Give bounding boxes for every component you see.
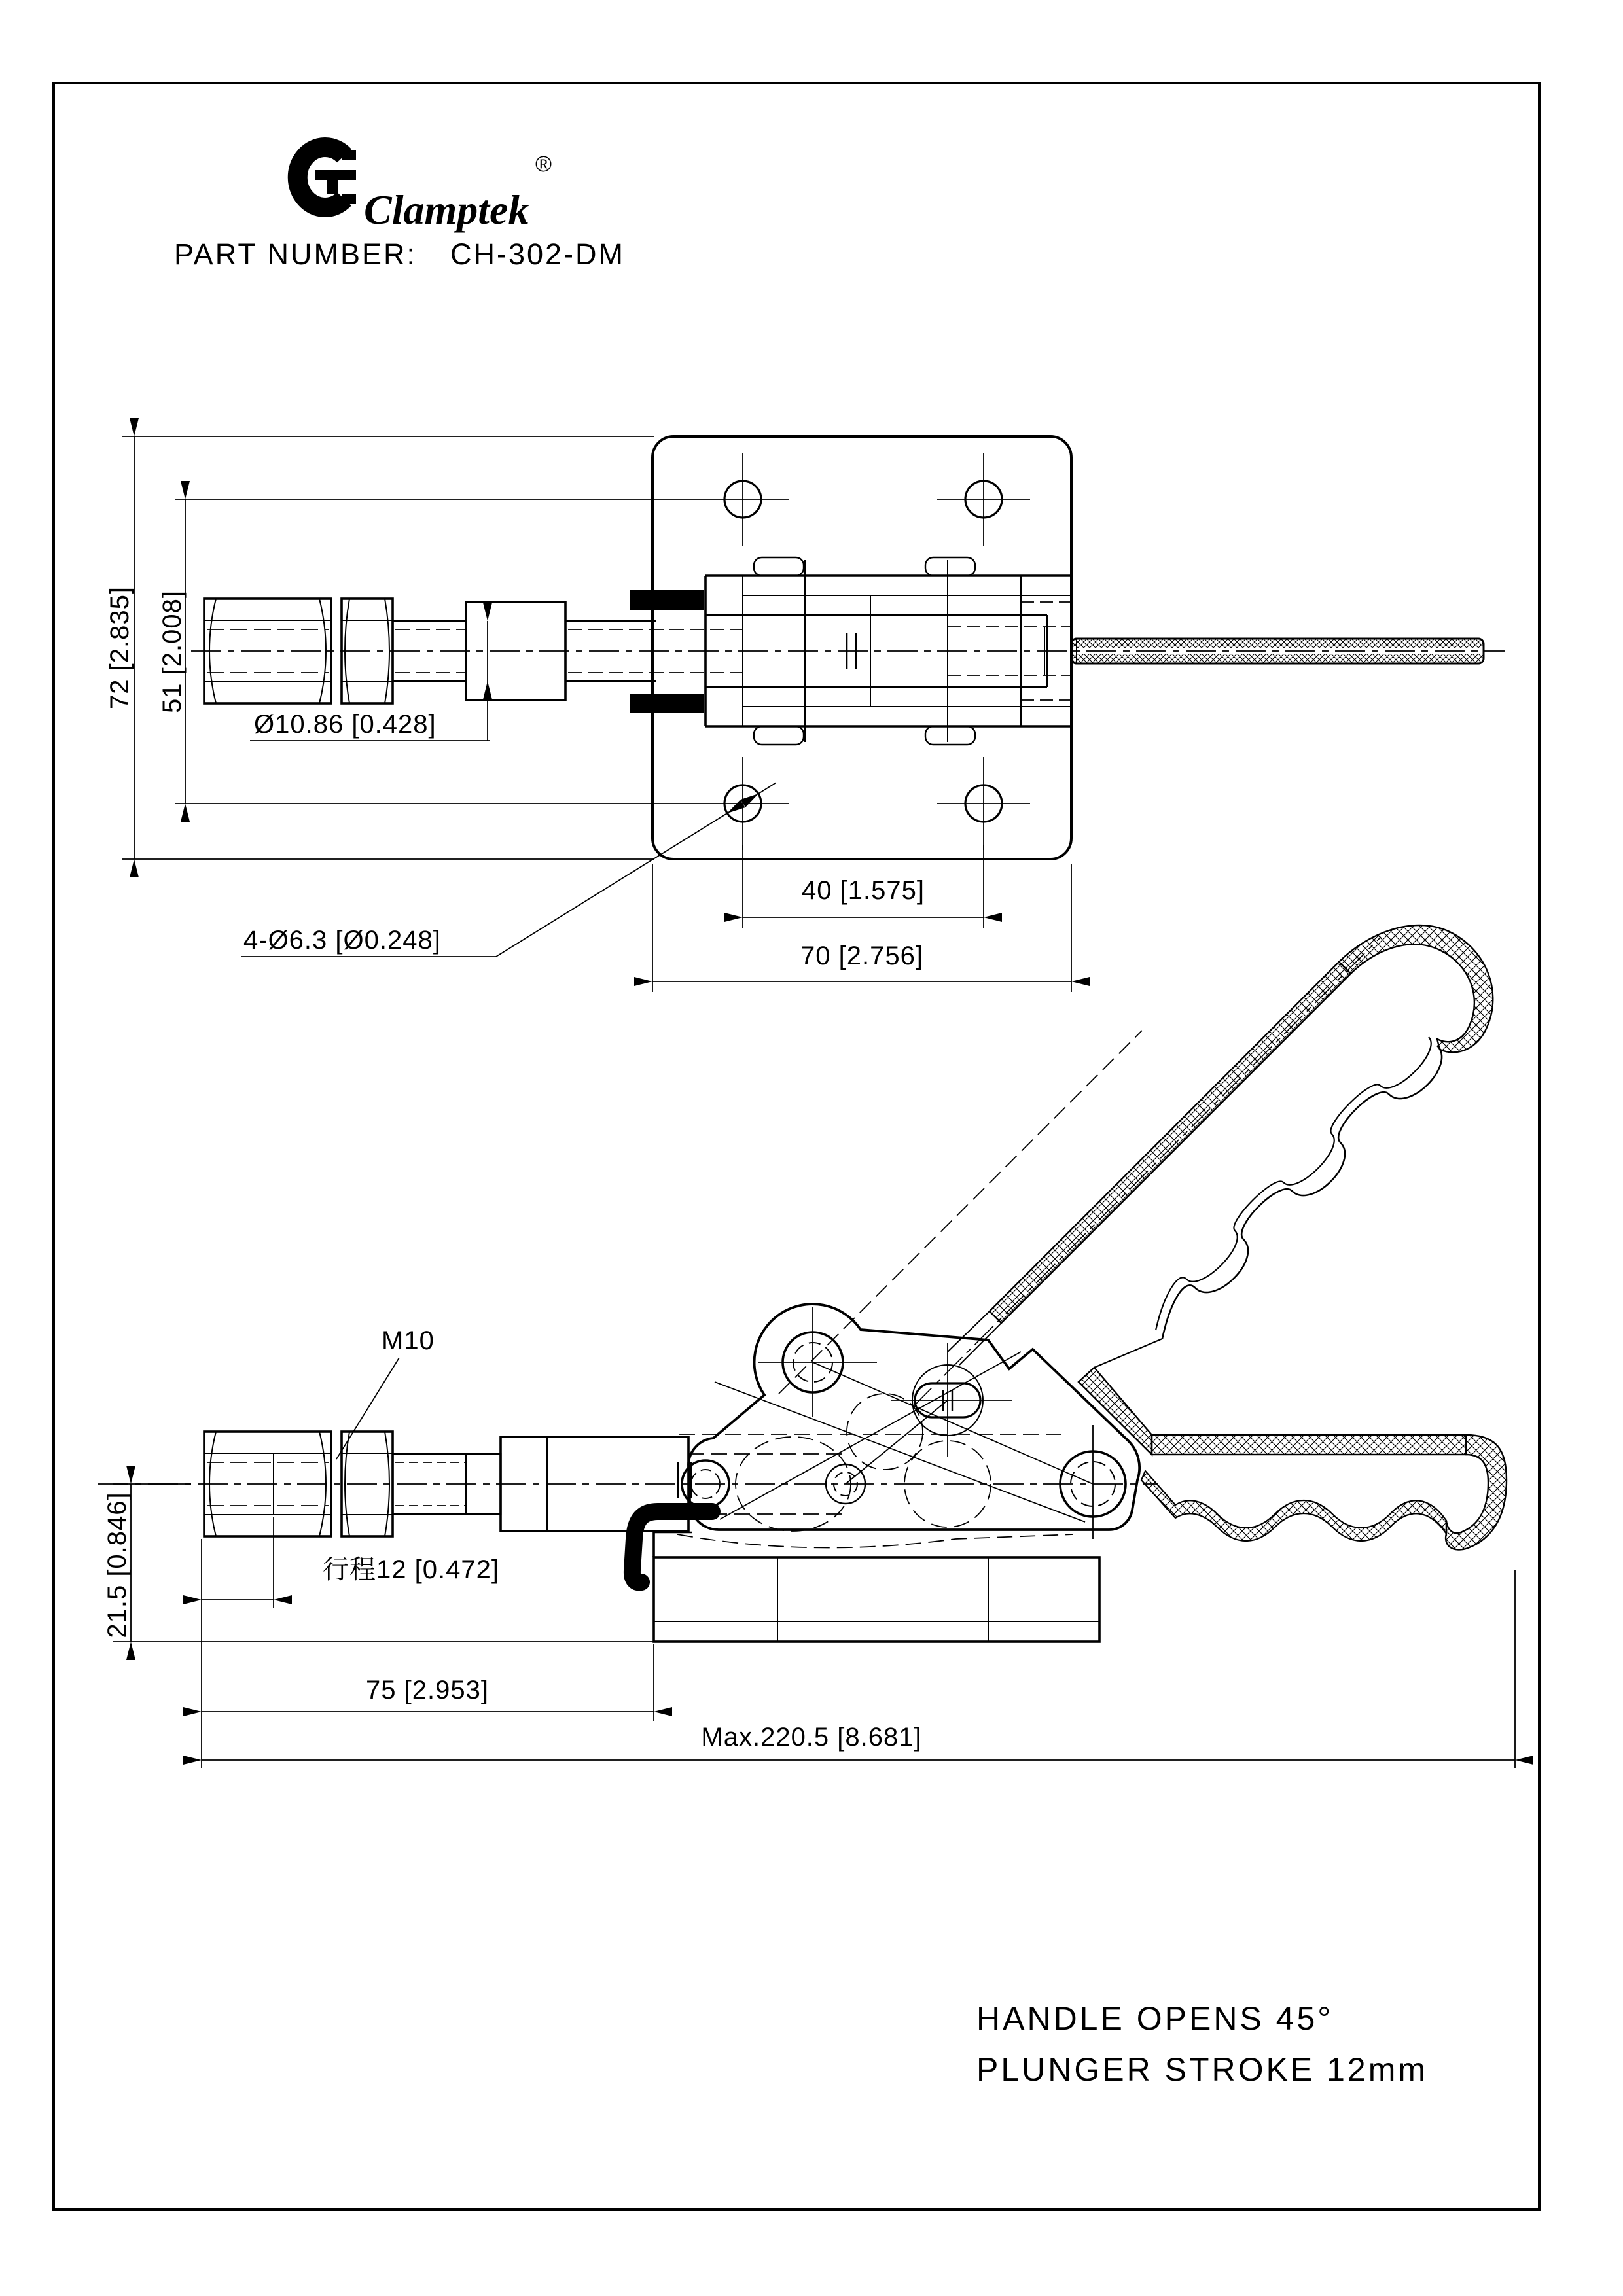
dim-text-75: 75 [2.953] (366, 1676, 489, 1704)
note-handle-opens: HANDLE OPENS 45° (976, 2000, 1334, 2037)
dim-text-40: 40 [1.575] (802, 876, 925, 905)
pin-boss (925, 557, 975, 576)
dim-text-21-5: 21.5 [0.846] (103, 1492, 132, 1638)
handle-closed-position (1079, 1368, 1507, 1550)
pin-boss (754, 557, 804, 576)
handle-open-grip-waves-outer (1162, 1046, 1442, 1339)
dim-text-m10: M10 (382, 1326, 435, 1355)
mounting-base-side (654, 1532, 1099, 1642)
header (174, 147, 625, 271)
dim-text-70: 70 [2.756] (800, 942, 923, 970)
body-outline (688, 1304, 1139, 1530)
leader-m10 (336, 1358, 399, 1459)
handle-open-grip-waves-inner (1156, 1037, 1431, 1330)
page-border (54, 83, 1539, 2210)
handle-closed-grip-waves (1141, 1471, 1446, 1541)
side-view (98, 925, 1515, 1768)
handle-open-loop (1339, 925, 1493, 1052)
plunger-assembly-top (204, 590, 743, 713)
dim-text-holes: 4-Ø6.3 [Ø0.248] (243, 926, 441, 955)
base-outline (654, 1557, 1099, 1642)
dim-text-diameter: Ø10.86 [0.428] (254, 710, 437, 739)
dim-text-72: 72 [2.835] (105, 586, 134, 709)
brand-name: Clamptek (364, 186, 529, 233)
dim-text-stroke: 行程12 [0.472] (323, 1555, 499, 1584)
leader-holes (496, 813, 727, 957)
handle-open-position (913, 925, 1493, 1407)
top-view (105, 436, 1505, 992)
mounting-plate (652, 436, 1071, 859)
notes (976, 2000, 1428, 2088)
dim-text-51: 51 [2.008] (158, 590, 187, 713)
pin-boss (925, 726, 975, 745)
handle-open-centerline (913, 937, 1381, 1407)
hidden-linkage (677, 1031, 1142, 1547)
part-number-value: CH-302-DM (450, 238, 626, 271)
seal-block-lower (630, 694, 704, 713)
clamptek-logo-icon (298, 147, 356, 207)
pin-boss (754, 726, 804, 745)
part-number-label: PART NUMBER: (174, 238, 418, 271)
registered-mark: ® (535, 152, 552, 177)
handle-open-band (990, 962, 1351, 1323)
note-plunger-stroke: PLUNGER STROKE 12mm (976, 2051, 1429, 2088)
seal-block-upper (630, 590, 704, 610)
dim-text-max: Max.220.5 [8.681] (701, 1723, 922, 1752)
handle-closed-top-band (1152, 1435, 1466, 1455)
